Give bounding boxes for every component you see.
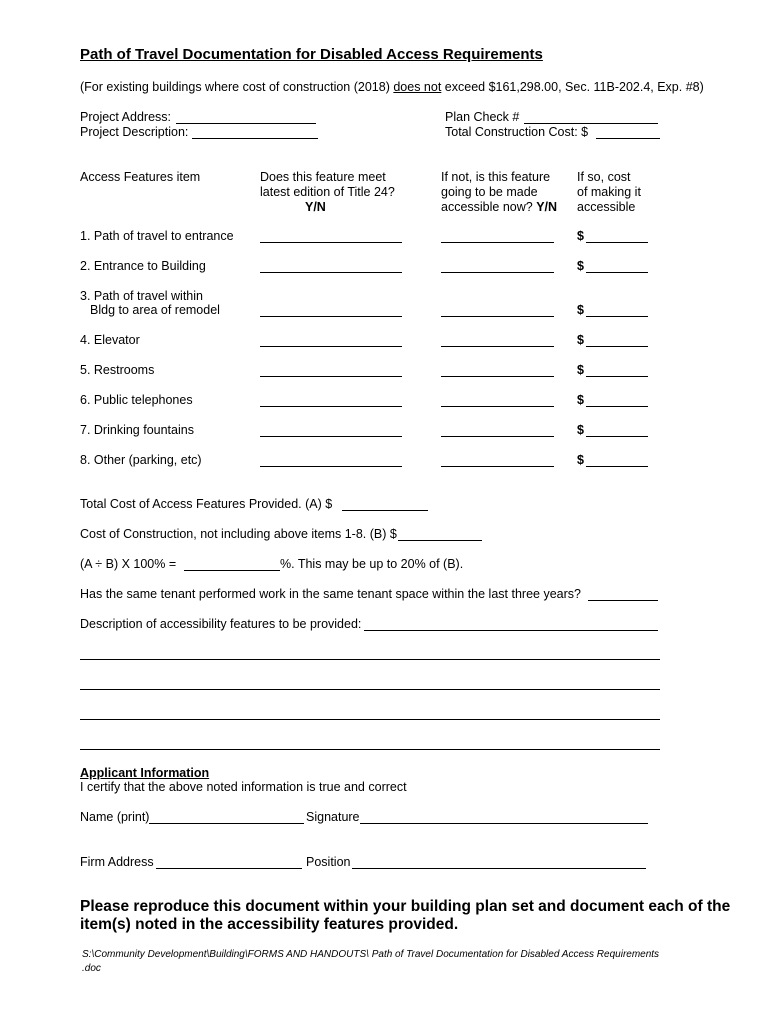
file-path: S:\Community Development\Building\FORMS AND HANDOUTS\ Path of Travel Documentation for Disabled Access Requirements	[82, 949, 660, 960]
row-label: 4. Elevator	[80, 333, 140, 347]
row-notmade-field[interactable]	[441, 242, 554, 243]
plan-check-field[interactable]	[524, 123, 658, 124]
position-field[interactable]	[352, 868, 646, 869]
row-dollar: $	[577, 423, 584, 437]
row-label: 7. Drinking fountains	[80, 423, 194, 437]
row-cost-field[interactable]	[586, 272, 648, 273]
header-cost-line2: of making it	[577, 185, 641, 199]
description-label: Description of accessibility features to be provided:	[80, 617, 362, 631]
row-label: 5. Restrooms	[80, 363, 155, 377]
total-access-cost-field[interactable]	[342, 510, 428, 511]
tenant-question: Has the same tenant performed work in the same tenant space within the last three years?	[80, 587, 581, 601]
row-notmade-field[interactable]	[441, 376, 554, 377]
header-notmade-line1: If not, is this feature	[441, 170, 551, 184]
signature-field[interactable]	[360, 823, 648, 824]
row-meets-field[interactable]	[260, 376, 402, 377]
signature-label: Signature	[306, 810, 360, 824]
file-extension: .doc	[82, 963, 101, 974]
header-notmade-line3: accessible now?	[441, 200, 537, 214]
row-cost-field[interactable]	[586, 242, 648, 243]
project-description-field[interactable]	[192, 138, 318, 139]
header-meets-line2: latest edition of Title 24?	[260, 185, 395, 199]
subtitle	[80, 80, 704, 94]
row-notmade-field[interactable]	[441, 466, 554, 467]
row-meets-field[interactable]	[260, 242, 402, 243]
reproduce-notice: Please reproduce this document within your building plan set and document each of the item(s) noted in the accessibility features provided.	[80, 898, 731, 933]
row-label: 1. Path of travel to entrance	[80, 229, 234, 243]
row-label: 3. Path of travel within	[80, 289, 203, 303]
page-title: Path of Travel Documentation for Disabled Access Requirements	[80, 46, 543, 63]
project-description-label: Project Description:	[80, 125, 189, 139]
row-meets-field[interactable]	[260, 466, 402, 467]
row-notmade-field[interactable]	[441, 406, 554, 407]
position-label: Position	[306, 855, 351, 869]
row-dollar: $	[577, 363, 584, 377]
header-cost	[577, 170, 667, 215]
header-cost-line3: accessible	[577, 200, 636, 214]
row-cost-field[interactable]	[586, 376, 648, 377]
header-cost-line1: If so, cost	[577, 170, 631, 184]
total-construction-cost-field[interactable]	[596, 138, 660, 139]
subtitle-emphasis: does not	[393, 80, 442, 94]
row-notmade-field[interactable]	[441, 436, 554, 437]
description-field[interactable]	[364, 630, 658, 631]
tenant-answer-field[interactable]	[588, 600, 658, 601]
row-meets-field[interactable]	[260, 436, 402, 437]
subtitle-pre: (For existing buildings where cost of construction (2018)	[80, 80, 394, 94]
file-path-footer	[82, 948, 702, 976]
row-dollar: $	[577, 393, 584, 407]
subtitle-post: exceed $161,298.00, Sec. 11B-202.4, Exp. #8)	[441, 80, 704, 94]
construction-cost-field[interactable]	[398, 540, 482, 541]
row-label-continued: Bldg to area of remodel	[90, 303, 220, 317]
header-notmade	[441, 170, 571, 215]
row-meets-field[interactable]	[260, 346, 402, 347]
row-notmade-field[interactable]	[441, 316, 554, 317]
total-access-cost-label: Total Cost of Access Features Provided. (A) $	[80, 497, 333, 511]
project-address-label: Project Address:	[80, 110, 172, 124]
ratio-note: %. This may be up to 20% of (B).	[280, 557, 464, 571]
description-line[interactable]	[80, 719, 660, 720]
name-label: Name (print)	[80, 810, 150, 824]
firm-address-label: Firm Address	[80, 855, 154, 869]
row-meets-field[interactable]	[260, 406, 402, 407]
row-cost-field[interactable]	[586, 436, 648, 437]
construction-cost-label: Cost of Construction, not including above items 1-8. (B) $	[80, 527, 397, 541]
header-item: Access Features item	[80, 170, 201, 184]
header-meets-yn: Y/N	[305, 200, 326, 214]
ratio-label: (A ÷ B) X 100% =	[80, 557, 177, 571]
row-label: 8. Other (parking, etc)	[80, 453, 202, 467]
row-meets-field[interactable]	[260, 316, 402, 317]
ratio-field[interactable]	[184, 570, 280, 571]
row-dollar: $	[577, 229, 584, 243]
header-meets-line1: Does this feature meet	[260, 170, 386, 184]
total-construction-cost-label: Total Construction Cost: $	[445, 125, 589, 139]
row-notmade-field[interactable]	[441, 272, 554, 273]
description-line[interactable]	[80, 749, 660, 750]
row-cost-field[interactable]	[586, 346, 648, 347]
applicant-heading: Applicant Information	[80, 766, 210, 780]
row-dollar: $	[577, 453, 584, 467]
row-notmade-field[interactable]	[441, 346, 554, 347]
row-dollar: $	[577, 259, 584, 273]
name-field[interactable]	[149, 823, 304, 824]
row-cost-field[interactable]	[586, 466, 648, 467]
project-address-field[interactable]	[176, 123, 316, 124]
certify-statement: I certify that the above noted information is true and correct	[80, 780, 407, 794]
row-label: 6. Public telephones	[80, 393, 193, 407]
row-cost-field[interactable]	[586, 406, 648, 407]
row-label: 2. Entrance to Building	[80, 259, 206, 273]
firm-address-field[interactable]	[156, 868, 302, 869]
header-notmade-yn: Y/N	[536, 200, 558, 214]
header-notmade-line2: going to be made	[441, 185, 538, 199]
description-line[interactable]	[80, 659, 660, 660]
row-cost-field[interactable]	[586, 316, 648, 317]
description-line[interactable]	[80, 689, 660, 690]
plan-check-label: Plan Check #	[445, 110, 520, 124]
row-dollar: $	[577, 333, 584, 347]
row-meets-field[interactable]	[260, 272, 402, 273]
row-dollar: $	[577, 303, 584, 317]
header-meets	[260, 170, 430, 215]
